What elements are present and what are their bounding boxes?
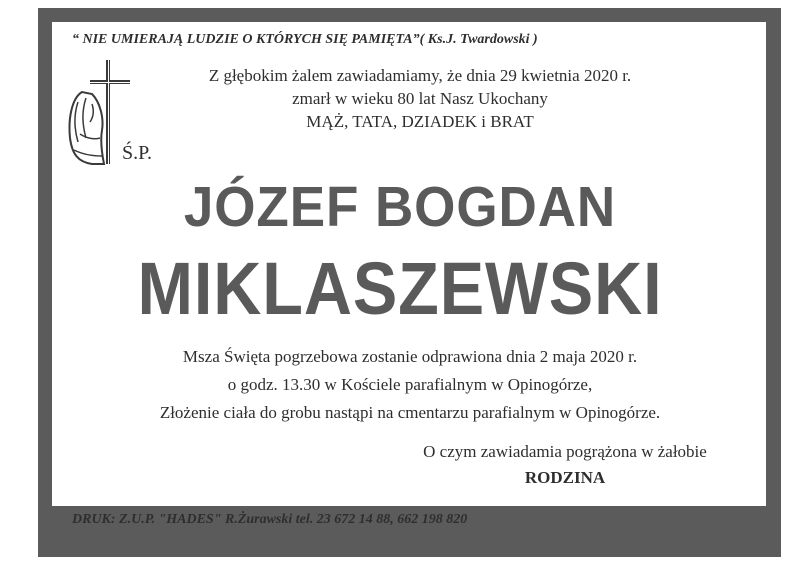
details-line-2: o godz. 13.30 w Kościele parafialnym w Opinogórze,: [227, 375, 593, 394]
death-announcement: [160, 64, 680, 133]
funeral-details: [130, 343, 690, 427]
closing-line: O czym zawiadamia pogrążona w żałobie: [423, 442, 707, 461]
printer-credit: DRUK: Z.U.P. "HADES" R.Żurawski tel. 23 672 14 88, 662 198 820: [72, 512, 468, 527]
motto-quote: “ NIE UMIERAJĄ LUDZIE O KTÓRYCH SIĘ PAMIĘTA”( Ks.J. Twardowski ): [72, 32, 538, 47]
deceased-first-names: JÓZEF BOGDAN: [183, 175, 617, 239]
intro-line-3: MĄŻ, TATA, DZIADEK i BRAT: [306, 112, 534, 131]
deceased-surname: MIKLASZEWSKI: [137, 247, 663, 330]
intro-line-1: Z głębokim żalem zawiadamiamy, że dnia 29 kwietnia 2020 r.: [208, 66, 632, 85]
family-signature: RODZINA: [524, 468, 606, 487]
intro-line-2: zmarł w wieku 80 lat Nasz Ukochany: [292, 89, 548, 108]
details-line-1: Msza Święta pogrzebowa zostanie odprawiona dnia 2 maja 2020 r.: [182, 347, 638, 366]
closing-notice: [400, 439, 730, 491]
sp-prefix: Ś.P.: [122, 142, 153, 164]
details-line-3: Złożenie ciała do grobu nastąpi na cmentarzu parafialnym w Opinogórze.: [159, 403, 661, 422]
